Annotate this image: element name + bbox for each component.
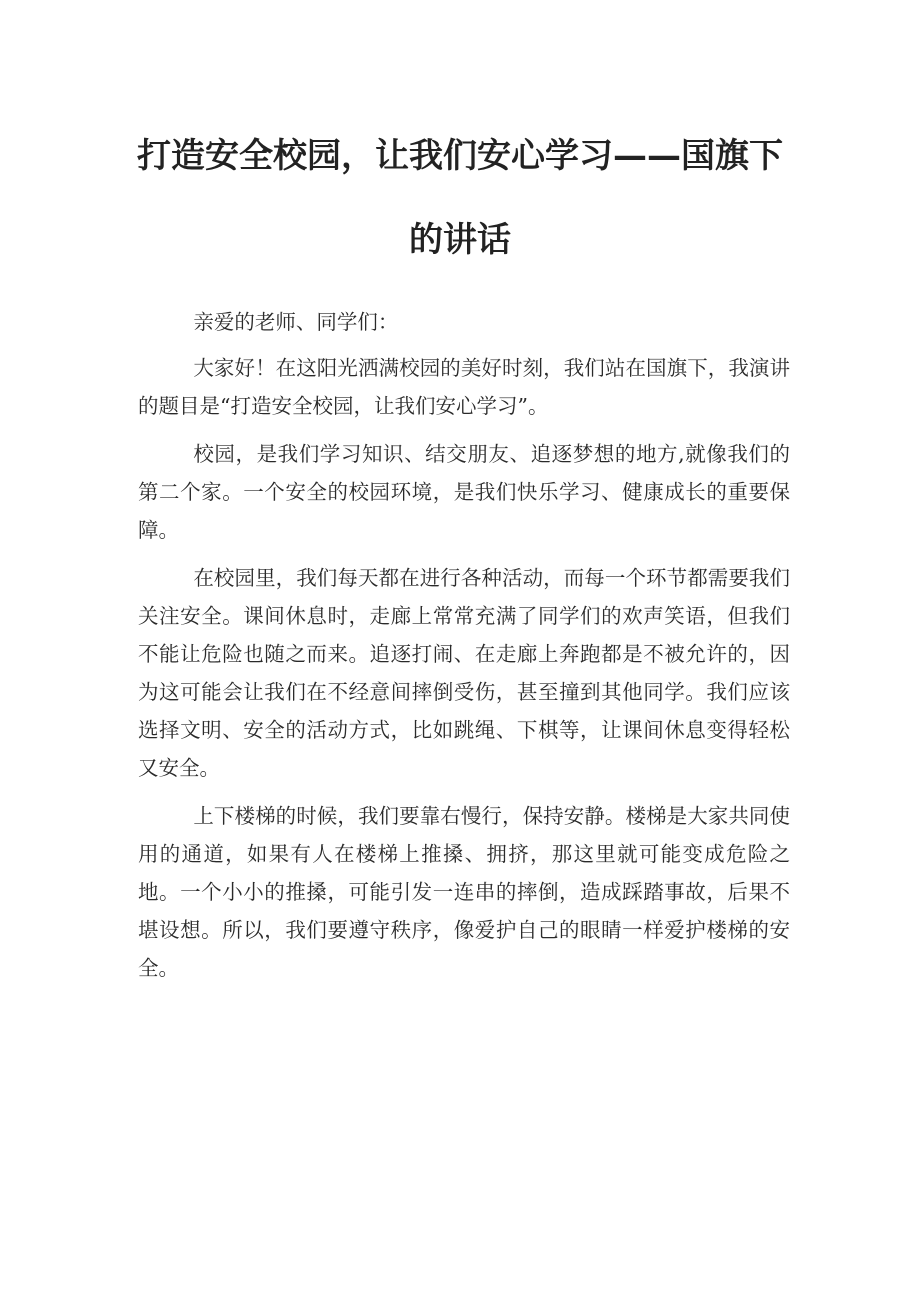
page-title-line-2: 的讲话 bbox=[409, 220, 511, 260]
campus-paragraph: 校园，是我们学习知识、结交朋友、追逐梦想的地方,就像我们的第二个家。一个安全的校园环境，是我们快乐学习、健康成长的重要保障。 bbox=[138, 442, 790, 542]
speech-body bbox=[138, 303, 790, 987]
salutation-paragraph: 亲爱的老师、同学们： bbox=[193, 310, 399, 334]
stairs-paragraph: 上下楼梯的时候，我们要靠右慢行，保持安静。楼梯是大家共同使用的通道，如果有人在楼梯上推搡、拥挤，那这里就可能变成危险之地。一个小小的推搡，可能引发一连串的摔倒，造成踩踏事故，后果不堪设想。所以，我们要遵守秩序，像爱护自己的眼睛一样爱护楼梯的安全。 bbox=[138, 804, 790, 980]
greeting-paragraph: 大家好！在这阳光洒满校园的美好时刻，我们站在国旗下，我演讲的题目是“打造安全校园，让我们安心学习”。 bbox=[138, 356, 790, 418]
activities-paragraph: 在校园里，我们每天都在进行各种活动，而每一个环节都需要我们关注安全。课间休息时，走廊上常常充满了同学们的欢声笑语，但我们不能让危险也随之而来。追逐打闹、在走廊上奔跑都是不被允许的，因为这可能会让我们在不经意间摔倒受伤，甚至撞到其他同学。我们应该选择文明、安全的活动方式，比如跳绳、下棋等，让课间休息变得轻松又安全。 bbox=[138, 566, 790, 780]
page-title-line-1: 打造安全校园，让我们安心学习——国旗下 bbox=[137, 136, 783, 176]
